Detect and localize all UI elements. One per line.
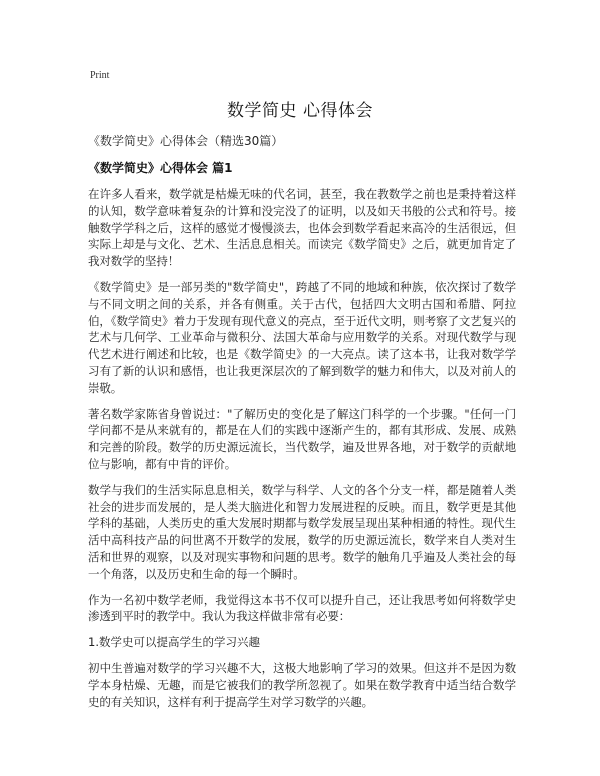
paragraph: 《数学简史》是一部另类的"数学简史"，跨越了不同的地域和种族，依次探讨了数学与不同文明之间的关系，并各有侧重。关于古代，包括四大文明古国和希腊、阿拉伯，《数学简史》着力于发现有现代意义的亮点，至于近代文明，则考察了文艺复兴的艺术与几何学、工业革命与微积分、法国大革命与应用数学的关系。对现代数学与现代艺术进行阐述和比较，也是《数学简史》的一大亮点。读了这本书，让我对数学学习有了新的认识和感悟，也让我更深层次的了解到数学的魅力和伟大，以及对前人的崇敬。 (88, 279, 516, 395)
document-body (88, 132, 516, 719)
paragraph: 初中生普遍对数学的学习兴趣不大，这极大地影响了学习的效果。但这并不是因为数学本身枯燥、无趣，而是它被我们的教学所忽视了。如果在数学教育中适当结合数学史的有关知识，这样有利于提高学生对学习数学的兴趣。 (88, 660, 516, 709)
paragraph: 在许多人看来，数学就是枯燥无味的代名词，甚至，我在教数学之前也是秉持着这样的认知，数学意味着复杂的计算和没完没了的证明，以及如天书般的公式和符号。接触数学学科之后，这样的感觉才慢慢淡去，也体会到数学看起来高冷的生活很远，但实际上却是与文化、艺术、生活息息相关。而读完《数学简史》之后，就更加肯定了我对数学的坚持！ (88, 187, 516, 269)
paragraph: 数学与我们的生活实际息息相关，数学与科学、人文的各个分支一样，都是随着人类社会的进步而发展的，是人类大脑进化和智力发展进程的反映。而且，数学更是其他学科的基础，人类历史的重大发展时期都与数学发展呈现出某种相通的特性。现代生活中高科技产品的问世离不开数学的发展，数学的历史源远流长，数学来自人类对生活和世界的观察，以及对现实事物和问题的思考。数学的触角几乎遍及人类社会的每一个角落，以及历史和生命的每一个瞬时。 (88, 482, 516, 581)
document-subtitle: 《数学简史》心得体会（精选30篇） (88, 134, 284, 148)
paragraph: 著名数学家陈省身曾说过："了解历史的变化是了解这门科学的一个步骤。"任何一门学问都不是从来就有的，都是在人们的实践中逐渐产生的，都有其形成、发展、成熟和完善的阶段。数学的历史源远流长，当代数学，遍及世界各地，对于数学的贡献地位与影响，都有中肯的评价。 (88, 406, 516, 471)
section-heading: 《数学简史》心得体会 篇1 (88, 161, 233, 175)
print-label[interactable]: Print (90, 70, 110, 81)
paragraph: 作为一名初中数学老师，我觉得这本书不仅可以提升自己，还让我思考如何将数学史渗透到平时的教学中。我认为我这样做非常有必要： (88, 592, 516, 624)
page-title: 数学简史 心得体会 (227, 101, 373, 121)
numbered-heading: 1.数学史可以提高学生的学习兴趣 (88, 635, 260, 650)
